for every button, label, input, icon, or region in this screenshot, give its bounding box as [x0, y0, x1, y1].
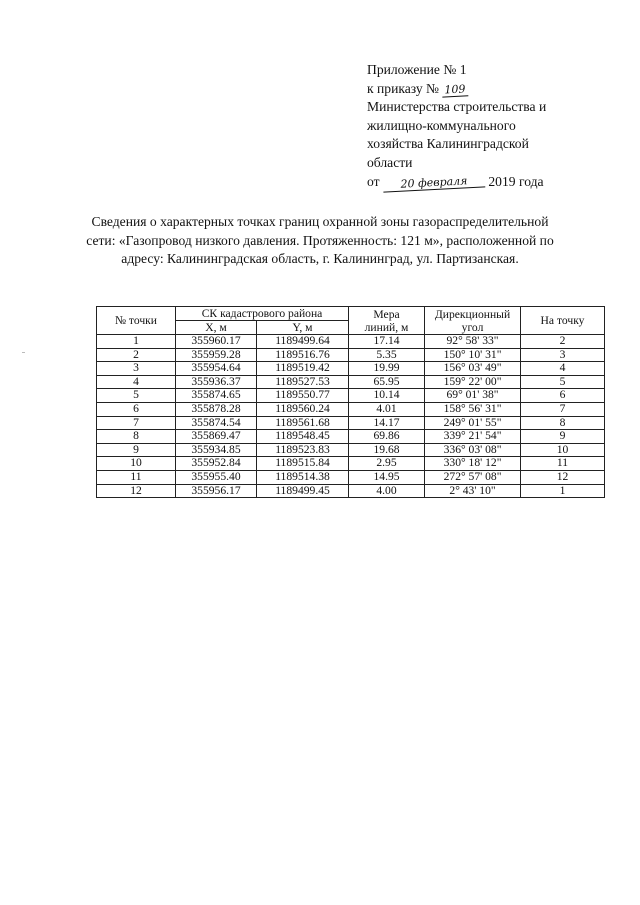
cell-y: 1189519.42: [257, 362, 349, 376]
cell-y: 1189499.64: [257, 335, 349, 349]
cell-length: 2.95: [349, 457, 425, 471]
table-row: [97, 457, 605, 471]
header-angle-line2: угол: [461, 320, 484, 334]
cell-point-number: 1: [97, 335, 176, 349]
cell-y: 1189515.84: [257, 457, 349, 471]
cell-angle: 249° 01' 55": [425, 416, 521, 430]
cell-to-point: 8: [521, 416, 605, 430]
header-length-line2: линий, м: [364, 320, 409, 334]
cell-length: 14.95: [349, 470, 425, 484]
table-row: [97, 348, 605, 362]
cell-x: 355874.54: [176, 416, 257, 430]
cell-point-number: 7: [97, 416, 176, 430]
ministry-line-4: области: [367, 154, 413, 170]
header-to-point: На точку: [521, 307, 605, 335]
table-header-row-1: [97, 307, 605, 321]
header-x: X, м: [176, 321, 257, 335]
points-table: [96, 306, 605, 498]
table-row: [97, 416, 605, 430]
cell-x: 355874.65: [176, 389, 257, 403]
cell-length: 17.14: [349, 335, 425, 349]
date-line: [367, 173, 607, 192]
cell-length: 65.95: [349, 375, 425, 389]
cell-length: 19.68: [349, 443, 425, 457]
date-suffix: 2019 года: [488, 173, 544, 189]
cell-angle: 69° 01' 38": [425, 389, 521, 403]
cell-point-number: 2: [97, 348, 176, 362]
table-row: [97, 443, 605, 457]
header-angle: [425, 307, 521, 335]
cell-to-point: 12: [521, 470, 605, 484]
cell-length: 69.86: [349, 430, 425, 444]
appendix-title: Приложение № 1: [367, 62, 467, 77]
scan-mark: [22, 352, 25, 353]
header-length: [349, 307, 425, 335]
cell-x: 355878.28: [176, 402, 257, 416]
cell-angle: 330° 18' 12": [425, 457, 521, 471]
cell-x: 355955.40: [176, 470, 257, 484]
cell-to-point: 11: [521, 457, 605, 471]
cell-length: 10.14: [349, 389, 425, 403]
order-line: [367, 80, 607, 99]
cell-to-point: 4: [521, 362, 605, 376]
header-angle-line1: Дирекционный: [434, 307, 511, 321]
cell-angle: 159° 22' 00": [425, 375, 521, 389]
cell-point-number: 3: [97, 362, 176, 376]
cell-angle: 339° 21' 54": [425, 430, 521, 444]
cell-x: 355952.84: [176, 457, 257, 471]
table-row: [97, 430, 605, 444]
header-sk-group: СК кадастрового района: [176, 307, 349, 321]
table-row: [97, 335, 605, 349]
header-length-line1: Мера: [373, 307, 400, 321]
cell-angle: 92° 58' 33": [425, 335, 521, 349]
cell-length: 4.00: [349, 484, 425, 498]
cell-x: 355960.17: [176, 335, 257, 349]
header-y: Y, м: [257, 321, 349, 335]
cell-angle: 158° 56' 31": [425, 402, 521, 416]
table-row: [97, 362, 605, 376]
cell-angle: 150° 10' 31": [425, 348, 521, 362]
cell-point-number: 5: [97, 389, 176, 403]
cell-length: 4.01: [349, 402, 425, 416]
cell-point-number: 11: [97, 470, 176, 484]
cell-x: 355959.28: [176, 348, 257, 362]
cell-y: 1189527.53: [257, 375, 349, 389]
appendix-block: [367, 61, 607, 191]
cell-y: 1189561.68: [257, 416, 349, 430]
cell-to-point: 7: [521, 402, 605, 416]
table-body: [97, 335, 605, 498]
table-row: [97, 389, 605, 403]
table-row: [97, 484, 605, 498]
cell-to-point: 9: [521, 430, 605, 444]
table-row: [97, 470, 605, 484]
date-handwritten: 20 февраля: [383, 173, 486, 192]
header-point: № точки: [97, 307, 176, 335]
cell-point-number: 12: [97, 484, 176, 498]
cell-point-number: 8: [97, 430, 176, 444]
cell-x: 355869.47: [176, 430, 257, 444]
cell-y: 1189516.76: [257, 348, 349, 362]
table-row: [97, 375, 605, 389]
cell-x: 355934.85: [176, 443, 257, 457]
cell-point-number: 9: [97, 443, 176, 457]
cell-length: 19.99: [349, 362, 425, 376]
cell-x: 355956.17: [176, 484, 257, 498]
cell-point-number: 4: [97, 375, 176, 389]
table-row: [97, 402, 605, 416]
cell-angle: 156° 03' 49": [425, 362, 521, 376]
cell-x: 355936.37: [176, 375, 257, 389]
cell-to-point: 10: [521, 443, 605, 457]
cell-y: 1189548.45: [257, 430, 349, 444]
cell-y: 1189514.38: [257, 470, 349, 484]
cell-point-number: 6: [97, 402, 176, 416]
cell-y: 1189499.45: [257, 484, 349, 498]
cell-to-point: 2: [521, 335, 605, 349]
cell-angle: 272° 57' 08": [425, 470, 521, 484]
cell-y: 1189523.83: [257, 443, 349, 457]
ministry-line-2: жилищно-коммунального: [367, 117, 516, 133]
cell-y: 1189550.77: [257, 389, 349, 403]
order-prefix: к приказу №: [367, 80, 440, 96]
cell-length: 5.35: [349, 348, 425, 362]
cell-length: 14.17: [349, 416, 425, 430]
cell-x: 355954.64: [176, 362, 257, 376]
cell-to-point: 5: [521, 375, 605, 389]
ministry-line-3: хозяйства Калининградской: [367, 136, 529, 152]
date-prefix: от: [367, 173, 380, 189]
cell-point-number: 10: [97, 457, 176, 471]
ministry-line-1: Министерства строительства и: [367, 99, 547, 115]
cell-to-point: 1: [521, 484, 605, 498]
order-number-handwritten: 109: [442, 82, 469, 97]
cell-to-point: 3: [521, 348, 605, 362]
cell-angle: 336° 03' 08": [425, 443, 521, 457]
cell-angle: 2° 43' 10": [425, 484, 521, 498]
document-title: Сведения о характерных точках границ охранной зоны газораспределительной сети: «Газопровод низкого давления. Протяженность: 121 м», расположенной по адресу: Калининградская область, г. Калининград, ул. Партизанская.: [86, 214, 554, 267]
cell-to-point: 6: [521, 389, 605, 403]
cell-y: 1189560.24: [257, 402, 349, 416]
